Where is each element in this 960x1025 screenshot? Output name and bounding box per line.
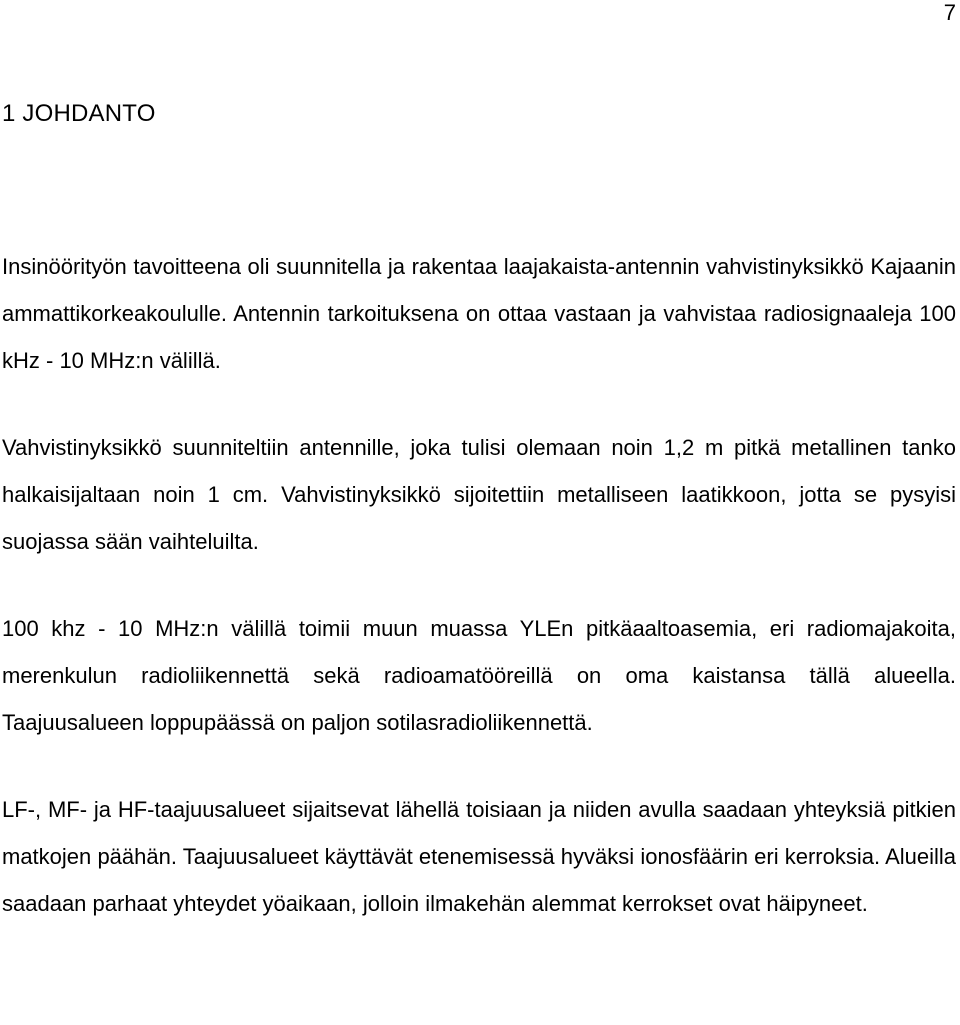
paragraph-2: Vahvistinyksikkö suunniteltiin antennille, joka tulisi olemaan noin 1,2 m pitkä metallinen tanko halkaisijaltaan noin 1 cm. Vahvistinyksikkö sijoitettiin metalliseen laatikkoon, jotta se pysyisi suojassa sään vaihteluilta. [2,435,956,554]
section-heading: 1 JOHDANTO [2,100,156,127]
paragraph-3: 100 khz - 10 MHz:n välillä toimii muun muassa YLEn pitkäaaltoasemia, eri radiomajakoita, merenkulun radioliikennettä sekä radioamatööreillä on oma kaistansa tällä alueella. Taajuusalueen loppupäässä on paljon sotilasradioliikennettä. [2,616,956,735]
paragraph-4: LF-, MF- ja HF-taajuusalueet sijaitsevat lähellä toisiaan ja niiden avulla saadaan yhteyksiä pitkien matkojen päähän. Taajuusalueet käyttävät etenemisessä hyväksi ionosfäärin eri kerroksia. Alueilla saadaan parhaat yhteydet yöaikaan, jolloin ilmakehän alemmat kerrokset ovat häipyneet. [2,797,956,916]
paragraph-1: Insinöörityön tavoitteena oli suunnitella ja rakentaa laajakaista-antennin vahvistinyksikkö Kajaanin ammattikorkeakoululle. Antennin tarkoituksena on ottaa vastaan ja vahvistaa radiosignaaleja 100 kHz - 10 MHz:n välillä. [2,254,956,373]
document-body [2,243,956,967]
page-number: 7 [943,0,956,25]
